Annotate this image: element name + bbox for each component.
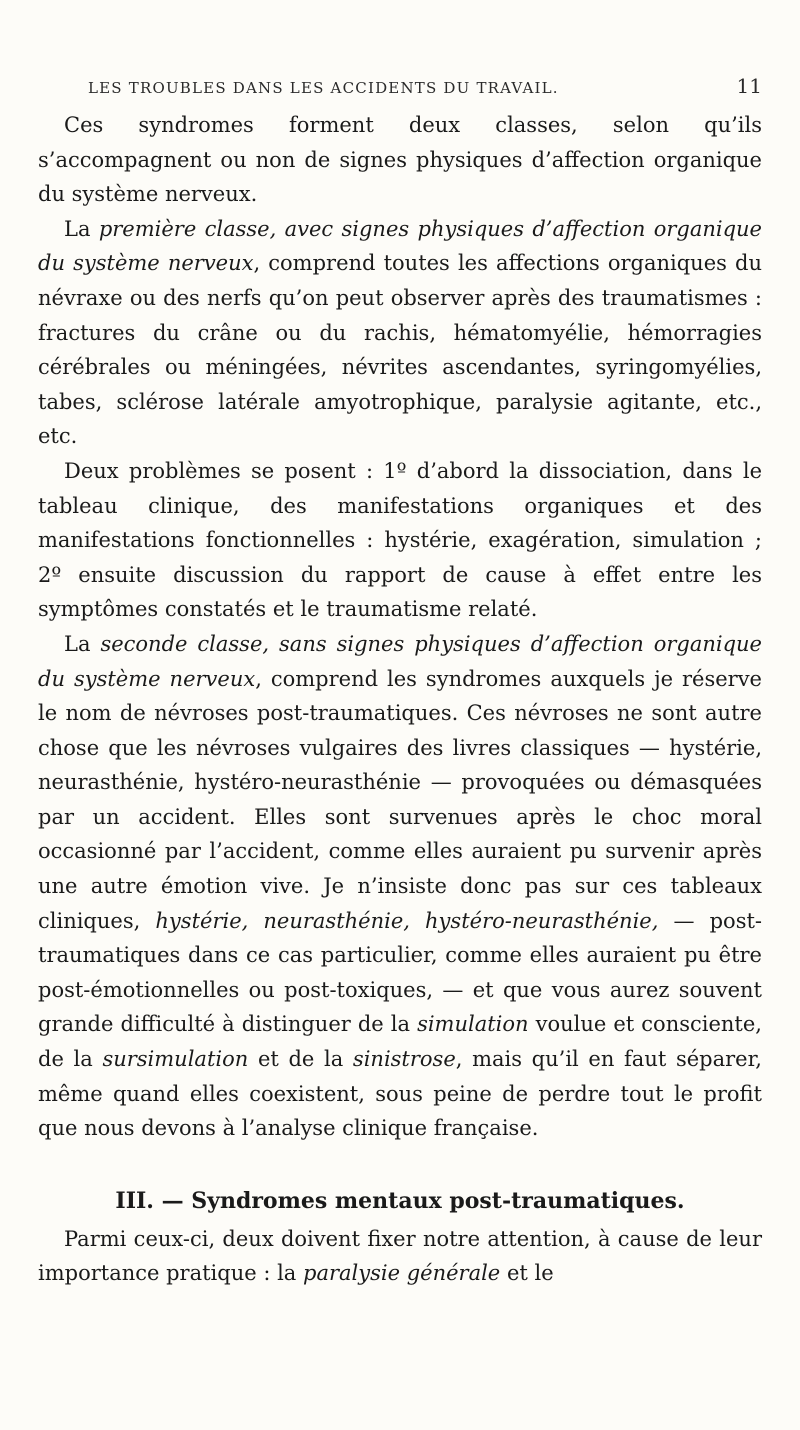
- paragraph-4-part-3: — post-traumatiques dans ce cas particulier, comme elles auraient pu être post-émotionnelles ou post-toxiques, — et que vous aurez souvent grande difficulté à distinguer de la: [38, 908, 763, 1037]
- paragraph-5-italic-1: paralysie générale: [303, 1261, 501, 1286]
- paragraph-4-part-2: , comprend les syndromes auxquels je réserve le nom de névroses post-traumatiques. Ces névroses ne sont autre chose que les névroses vulgaires des livres classiques — hystérie, neurasthénie, hystéro-neurasthénie — provoquées ou démasquées par un accident. Elles sont survenues après le choc moral occasionné par l’accident, comme elles auraient pu survenir après une autre émotion vive. Je n’insiste donc pas sur ces tableaux cliniques,: [38, 666, 762, 933]
- paragraph-5-part-1: Parmi ceux-ci, deux doivent fixer notre attention, à cause de leur importance pratique : la: [38, 1226, 762, 1286]
- paragraph-1: [38, 108, 762, 212]
- page-number: 11: [736, 74, 762, 98]
- paragraph-2: [38, 212, 762, 454]
- paragraph-5: [38, 1222, 762, 1291]
- paragraph-4-italic-2: hystérie, neurasthénie, hystéro-neurasthénie,: [155, 908, 659, 933]
- paragraph-4-italic-3: simulation: [417, 1012, 529, 1037]
- paragraph-4-italic-1: seconde classe, sans signes physiques d’affection organique du système nerveux: [38, 631, 762, 691]
- paragraph-3-text: Deux problèmes se posent : 1º d’abord la dissociation, dans le tableau clinique, des manifestations organiques et des manifestations fonctionnelles : hystérie, exagération, simulation ; 2º ensuite discussion du rapport de cause à effet entre les symptômes constatés et le traumatisme relaté.: [38, 458, 762, 622]
- paragraph-4-lead: La: [64, 631, 91, 656]
- paragraph-1-text: Ces syndromes forment deux classes, selon qu’ils s’accompagnent ou non de signes physiques d’affection organique du système nerveux.: [38, 113, 762, 207]
- paragraph-4-italic-4: sursimulation: [102, 1047, 249, 1072]
- paragraph-4-italic-5: sinistrose: [352, 1047, 456, 1072]
- paragraph-3: [38, 454, 762, 627]
- paragraph-4-part-5: et de la: [257, 1047, 344, 1072]
- paragraph-2-italic: première classe, avec signes physiques d’affection organique du système nerveux: [38, 216, 762, 276]
- running-head-title: LES TROUBLES DANS LES ACCIDENTS DU TRAVAIL.: [88, 79, 559, 97]
- paragraph-5-part-2: et le: [506, 1261, 554, 1286]
- running-head: [88, 74, 762, 98]
- page: [38, 74, 762, 1291]
- paragraph-4-part-6: , mais qu’il en faut séparer, même quand elles coexistent, sous peine de perdre tout le profit que nous devons à l’analyse clinique française.: [38, 1047, 762, 1141]
- section-heading: III. — Syndromes mentaux post-traumatiques.: [115, 1187, 685, 1214]
- paragraph-4: [38, 627, 762, 1146]
- paragraph-2-rest: , comprend toutes les affections organiques du névraxe ou des nerfs qu’on peut observer après des traumatismes : fractures du crâne ou du rachis, hématomyélie, hémorragies cérébrales ou méningées, névrites ascendantes, syringomyélies, tabes, sclérose latérale amyotrophique, paralysie agitante, etc., etc.: [38, 251, 762, 449]
- paragraph-2-lead: La: [64, 216, 91, 241]
- paragraph-4-part-4: voulue et consciente, de la: [38, 1012, 762, 1072]
